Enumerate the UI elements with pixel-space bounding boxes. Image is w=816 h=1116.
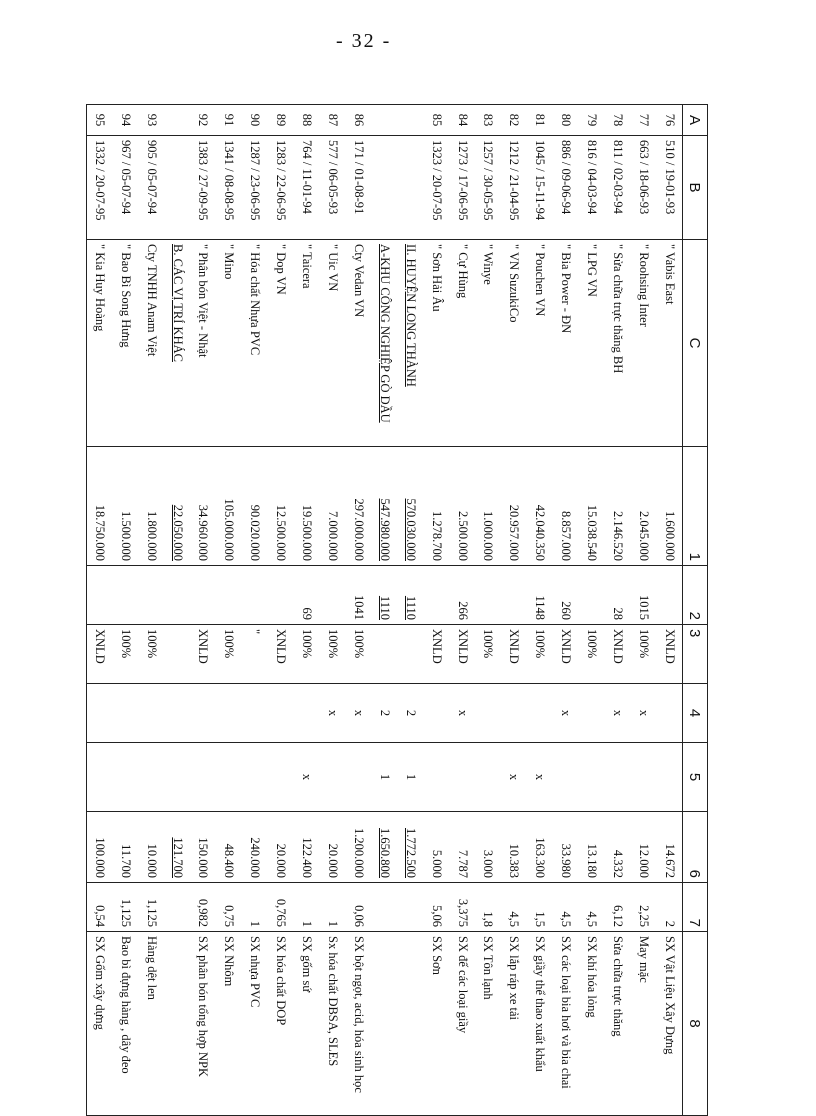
capital-value: 90.020.000 (242, 447, 268, 566)
capital-value: 18.750.000 (87, 447, 113, 566)
col-6-value: 10.383 (501, 812, 527, 883)
table-row (657, 105, 683, 1116)
license-date (398, 136, 424, 240)
col-4-mark: x (320, 684, 346, 743)
header-1: 1 (683, 447, 708, 566)
investment-form: 100% (320, 625, 346, 684)
company-name: " Uic VN (320, 240, 346, 447)
col-7-value (372, 883, 398, 932)
investment-form: " (242, 625, 268, 684)
col-2-value (242, 566, 268, 625)
company-name: " Bia Power - ĐN (553, 240, 579, 447)
license-date: 1287 / 23-06-95 (242, 136, 268, 240)
investment-form: XNLD (605, 625, 631, 684)
product-description: Sx hóa chất DBSA, SLES (320, 932, 346, 1116)
investment-form: 100% (138, 625, 164, 684)
col-2-value: 28 (605, 566, 631, 625)
investment-form: XNLD (190, 625, 216, 684)
header-5: 5 (683, 743, 708, 812)
col-5-mark: x (501, 743, 527, 812)
table-row (294, 105, 320, 1116)
col-7-value: 1 (242, 883, 268, 932)
col-2-value (657, 566, 683, 625)
product-description: Hàng dệt len (138, 932, 164, 1116)
col-6-value: 122.400 (294, 812, 320, 883)
col-6-value: 10.000 (138, 812, 164, 883)
investment-form: XNLD (501, 625, 527, 684)
product-description: SX phân bón tổng hợp NPK (190, 932, 216, 1116)
capital-value: 34.960.000 (190, 447, 216, 566)
col-6-value: 150.000 (190, 812, 216, 883)
table-row (320, 105, 346, 1116)
col-6-value: 100.000 (87, 812, 113, 883)
company-name: A-KHU CÔNG NGHIỆP GÒ DẦU (372, 240, 398, 447)
product-description (164, 932, 190, 1116)
col-6-value: 48.400 (216, 812, 242, 883)
col-4-mark (579, 684, 605, 743)
col-6-value: 13.180 (579, 812, 605, 883)
investment-form: XNLD (423, 625, 449, 684)
col-4-mark (113, 684, 139, 743)
col-5-mark (216, 743, 242, 812)
header-c: C (683, 240, 708, 447)
investment-form: XNLD (87, 625, 113, 684)
header-8: 8 (683, 932, 708, 1116)
section-row (164, 105, 190, 1116)
license-date: 510 / 19-01-93 (657, 136, 683, 240)
col-2-value (268, 566, 294, 625)
company-name: " Sửa chữa trực thăng BH (605, 240, 631, 447)
table-row (346, 105, 372, 1116)
col-2-value: 260 (553, 566, 579, 625)
col-4-mark (138, 684, 164, 743)
capital-value: 1.278.700 (423, 447, 449, 566)
capital-value: 20.957.000 (501, 447, 527, 566)
company-name: " Dop VN (268, 240, 294, 447)
col-7-value: 2,25 (631, 883, 657, 932)
col-5-mark (631, 743, 657, 812)
product-description: SX Sơn (423, 932, 449, 1116)
col-2-value: 1148 (527, 566, 553, 625)
investment-form (372, 625, 398, 684)
col-2-value: 1110 (372, 566, 398, 625)
license-date: 816 / 04-03-94 (579, 136, 605, 240)
col-5-mark (164, 743, 190, 812)
license-date: 1283 / 22-06-95 (268, 136, 294, 240)
col-7-value: 5,06 (423, 883, 449, 932)
capital-value: 2.146.520 (605, 447, 631, 566)
table-row (190, 105, 216, 1116)
row-number: 90 (242, 105, 268, 136)
col-7-value: 4,5 (579, 883, 605, 932)
company-name: " LPG VN (579, 240, 605, 447)
col-2-value (579, 566, 605, 625)
page-number: - 32 - (336, 30, 392, 52)
col-4-mark (657, 684, 683, 743)
col-6-value: 11.700 (113, 812, 139, 883)
product-description (398, 932, 424, 1116)
col-4-mark (527, 684, 553, 743)
section-row (372, 105, 398, 1116)
table-row (475, 105, 501, 1116)
capital-value: 19.500.000 (294, 447, 320, 566)
col-6-value: 240.000 (242, 812, 268, 883)
col-4-mark (190, 684, 216, 743)
col-7-value: 1 (294, 883, 320, 932)
table-row (138, 105, 164, 1116)
col-2-value (190, 566, 216, 625)
col-7-value: 3,375 (449, 883, 475, 932)
row-number: 95 (87, 105, 113, 136)
col-5-mark (423, 743, 449, 812)
table-row (579, 105, 605, 1116)
license-date: 1045 / 15-11-94 (527, 136, 553, 240)
license-date: 764 / 11-01-94 (294, 136, 320, 240)
product-description: SX các loại bia hơi và bia chai (553, 932, 579, 1116)
col-7-value: 4,5 (553, 883, 579, 932)
row-number: 77 (631, 105, 657, 136)
row-number: 83 (475, 105, 501, 136)
investment-form (398, 625, 424, 684)
col-7-value: 0,54 (87, 883, 113, 932)
company-name: " VN SuzukiCo (501, 240, 527, 447)
company-name: " Bao Bì Song Hưng (113, 240, 139, 447)
col-6-value: 33.980 (553, 812, 579, 883)
product-description: SX Vật Liệu Xây Dựng (657, 932, 683, 1116)
col-4-mark: x (631, 684, 657, 743)
col-2-value (113, 566, 139, 625)
col-5-mark (605, 743, 631, 812)
row-number: 87 (320, 105, 346, 136)
col-2-value (423, 566, 449, 625)
header-3: 3 (683, 625, 708, 684)
product-description: SX Tôn lạnh (475, 932, 501, 1116)
col-6-value: 4.332 (605, 812, 631, 883)
company-name: " Mino (216, 240, 242, 447)
row-number: 80 (553, 105, 579, 136)
col-7-value: 0,982 (190, 883, 216, 932)
product-description: May mặc (631, 932, 657, 1116)
col-7-value: 0,765 (268, 883, 294, 932)
col-6-value: 163.300 (527, 812, 553, 883)
col-2-value (164, 566, 190, 625)
row-number: 76 (657, 105, 683, 136)
capital-value: 2.500.000 (449, 447, 475, 566)
col-5-mark: x (294, 743, 320, 812)
license-date: 1273 / 17-06-95 (449, 136, 475, 240)
col-2-value: 1015 (631, 566, 657, 625)
table-row (216, 105, 242, 1116)
investment-form: XNLD (268, 625, 294, 684)
license-date: 1323 / 20-07-95 (423, 136, 449, 240)
capital-value: 105.000.000 (216, 447, 242, 566)
table-row (268, 105, 294, 1116)
investment-form: 100% (527, 625, 553, 684)
col-5-mark (449, 743, 475, 812)
license-date: 905 / 05-07-94 (138, 136, 164, 240)
capital-value: 1.000.000 (475, 447, 501, 566)
license-date: 1212 / 21-04-95 (501, 136, 527, 240)
col-5-mark: 1 (398, 743, 424, 812)
product-description: SX lắp ráp xe tải (501, 932, 527, 1116)
investment-form: XNLD (449, 625, 475, 684)
investment-form: 100% (346, 625, 372, 684)
product-description: SX đế các loại giầy (449, 932, 475, 1116)
capital-value: 1.800.000 (138, 447, 164, 566)
company-name: " Pouchen VN (527, 240, 553, 447)
company-name: Cty Vedan VN (346, 240, 372, 447)
col-2-value (320, 566, 346, 625)
investment-form: 100% (216, 625, 242, 684)
row-number (398, 105, 424, 136)
license-date (164, 136, 190, 240)
product-description: SX gốm sứ (294, 932, 320, 1116)
col-5-mark (113, 743, 139, 812)
col-5-mark: x (527, 743, 553, 812)
col-4-mark: x (605, 684, 631, 743)
company-name: " Phân bón Việt - Nhật (190, 240, 216, 447)
row-number: 94 (113, 105, 139, 136)
license-date: 663 / 18-06-93 (631, 136, 657, 240)
capital-value: 2.045.000 (631, 447, 657, 566)
investment-form: 100% (294, 625, 320, 684)
license-date: 811 / 02-03-94 (605, 136, 631, 240)
col-4-mark (294, 684, 320, 743)
investment-form: 100% (475, 625, 501, 684)
investment-form: 100% (631, 625, 657, 684)
product-description: SX nhựa PVC (242, 932, 268, 1116)
section-row (398, 105, 424, 1116)
row-number: 79 (579, 105, 605, 136)
col-2-value (87, 566, 113, 625)
col-4-mark (475, 684, 501, 743)
license-date: 577 / 06-05-93 (320, 136, 346, 240)
table-header-row (683, 105, 708, 1116)
col-4-mark: x (553, 684, 579, 743)
product-description: Sửa chữa trực thăng (605, 932, 631, 1116)
col-4-mark (268, 684, 294, 743)
col-5-mark (268, 743, 294, 812)
col-4-mark: x (449, 684, 475, 743)
col-2-value: 1041 (346, 566, 372, 625)
col-7-value (398, 883, 424, 932)
col-6-value: 7.787 (449, 812, 475, 883)
capital-value: 42.040.350 (527, 447, 553, 566)
table-row (527, 105, 553, 1116)
col-7-value: 1,125 (138, 883, 164, 932)
col-4-mark (242, 684, 268, 743)
col-4-mark: 2 (398, 684, 424, 743)
col-7-value: 1,125 (113, 883, 139, 932)
col-5-mark (138, 743, 164, 812)
table-row (242, 105, 268, 1116)
col-7-value (164, 883, 190, 932)
company-name: Cty TNHH Anam Việt (138, 240, 164, 447)
license-date (372, 136, 398, 240)
company-name: " Kia Huy Hoàng (87, 240, 113, 447)
table-row (113, 105, 139, 1116)
col-2-value (501, 566, 527, 625)
col-6-value: 5.000 (423, 812, 449, 883)
col-5-mark (320, 743, 346, 812)
capital-value: 1.600.000 (657, 447, 683, 566)
col-7-value: 0,75 (216, 883, 242, 932)
col-4-mark (87, 684, 113, 743)
col-5-mark (553, 743, 579, 812)
col-7-value: 4,5 (501, 883, 527, 932)
product-description (372, 932, 398, 1116)
investment-form (164, 625, 190, 684)
row-number: 81 (527, 105, 553, 136)
row-number: 91 (216, 105, 242, 136)
product-description: SX Nhôm (216, 932, 242, 1116)
capital-value: 15.038.540 (579, 447, 605, 566)
company-name: " Hóa chất Nhựa PVC (242, 240, 268, 447)
company-name: " Winye (475, 240, 501, 447)
row-number: 86 (346, 105, 372, 136)
col-2-value (138, 566, 164, 625)
col-6-value: 1.772.500 (398, 812, 424, 883)
row-number: 78 (605, 105, 631, 136)
col-2-value (216, 566, 242, 625)
table-row (449, 105, 475, 1116)
product-description: SX giầy thể thao xuất khẩu (527, 932, 553, 1116)
header-4: 4 (683, 684, 708, 743)
col-2-value (475, 566, 501, 625)
product-description: Bao bì đựng hàng , dây đeo (113, 932, 139, 1116)
col-6-value: 14.672 (657, 812, 683, 883)
col-4-mark (423, 684, 449, 743)
capital-value: 22.050.000 (164, 447, 190, 566)
rotated-table-container (86, 104, 708, 1093)
col-4-mark (164, 684, 190, 743)
header-7: 7 (683, 883, 708, 932)
col-2-value: 69 (294, 566, 320, 625)
col-6-value: 20.000 (320, 812, 346, 883)
row-number: 85 (423, 105, 449, 136)
license-date: 967 / 05-07-94 (113, 136, 139, 240)
col-6-value: 12.000 (631, 812, 657, 883)
product-description: SX hóa chất DOP (268, 932, 294, 1116)
row-number: 89 (268, 105, 294, 136)
investment-form: XNLD (553, 625, 579, 684)
capital-value: 1.500.000 (113, 447, 139, 566)
investment-form: XNLD (657, 625, 683, 684)
capital-value: 297.000.000 (346, 447, 372, 566)
product-description: SX bột ngọt, acid, hóa sinh học (346, 932, 372, 1116)
row-number (164, 105, 190, 136)
col-6-value: 3.000 (475, 812, 501, 883)
license-date: 1383 / 27-09-95 (190, 136, 216, 240)
table-body (87, 105, 683, 1116)
col-4-mark: x (346, 684, 372, 743)
col-4-mark (501, 684, 527, 743)
capital-value: 8.857.000 (553, 447, 579, 566)
header-a: A (683, 105, 708, 136)
col-4-mark: 2 (372, 684, 398, 743)
company-name: " Cự Hùng (449, 240, 475, 447)
col-7-value: 0,06 (346, 883, 372, 932)
product-description: SX khí hóa lỏng (579, 932, 605, 1116)
table-row (501, 105, 527, 1116)
capital-value: 7.000.000 (320, 447, 346, 566)
company-name: II. HUYỆN LONG THÀNH (398, 240, 424, 447)
col-5-mark (87, 743, 113, 812)
data-table (86, 104, 708, 1116)
col-5-mark (657, 743, 683, 812)
license-date: 171 / 01-08-91 (346, 136, 372, 240)
col-5-mark (242, 743, 268, 812)
col-2-value: 1110 (398, 566, 424, 625)
investment-form: 100% (579, 625, 605, 684)
table-row (87, 105, 113, 1116)
col-5-mark (346, 743, 372, 812)
row-number (372, 105, 398, 136)
col-7-value: 1 (320, 883, 346, 932)
license-date: 1341 / 08-08-95 (216, 136, 242, 240)
license-date: 886 / 09-06-94 (553, 136, 579, 240)
col-6-value: 20.000 (268, 812, 294, 883)
company-name: " Vabis East (657, 240, 683, 447)
row-number: 84 (449, 105, 475, 136)
table-row (631, 105, 657, 1116)
col-6-value: 121.700 (164, 812, 190, 883)
license-date: 1257 / 30-05-95 (475, 136, 501, 240)
company-name: " Roohsing Inter (631, 240, 657, 447)
col-7-value: 6,12 (605, 883, 631, 932)
table-row (423, 105, 449, 1116)
col-7-value: 2 (657, 883, 683, 932)
row-number: 88 (294, 105, 320, 136)
capital-value: 547.980.000 (372, 447, 398, 566)
investment-form: 100% (113, 625, 139, 684)
col-5-mark: 1 (372, 743, 398, 812)
col-5-mark (190, 743, 216, 812)
col-5-mark (579, 743, 605, 812)
col-6-value: 1.200.000 (346, 812, 372, 883)
table-row (553, 105, 579, 1116)
col-6-value: 1.650.800 (372, 812, 398, 883)
header-2: 2 (683, 566, 708, 625)
header-b: B (683, 136, 708, 240)
row-number: 82 (501, 105, 527, 136)
company-name: B. CÁC VỊ TRÍ KHÁC (164, 240, 190, 447)
capital-value: 570.030.000 (398, 447, 424, 566)
table-row (605, 105, 631, 1116)
col-7-value: 1,5 (527, 883, 553, 932)
col-7-value: 1,8 (475, 883, 501, 932)
col-2-value: 266 (449, 566, 475, 625)
capital-value: 12.500.000 (268, 447, 294, 566)
row-number: 93 (138, 105, 164, 136)
col-4-mark (216, 684, 242, 743)
company-name: " Sơn Hải Âu (423, 240, 449, 447)
row-number: 92 (190, 105, 216, 136)
product-description: SX Gốm xây dựng (87, 932, 113, 1116)
col-5-mark (475, 743, 501, 812)
company-name: " Taicera (294, 240, 320, 447)
header-6: 6 (683, 812, 708, 883)
license-date: 1332 / 20-07-95 (87, 136, 113, 240)
